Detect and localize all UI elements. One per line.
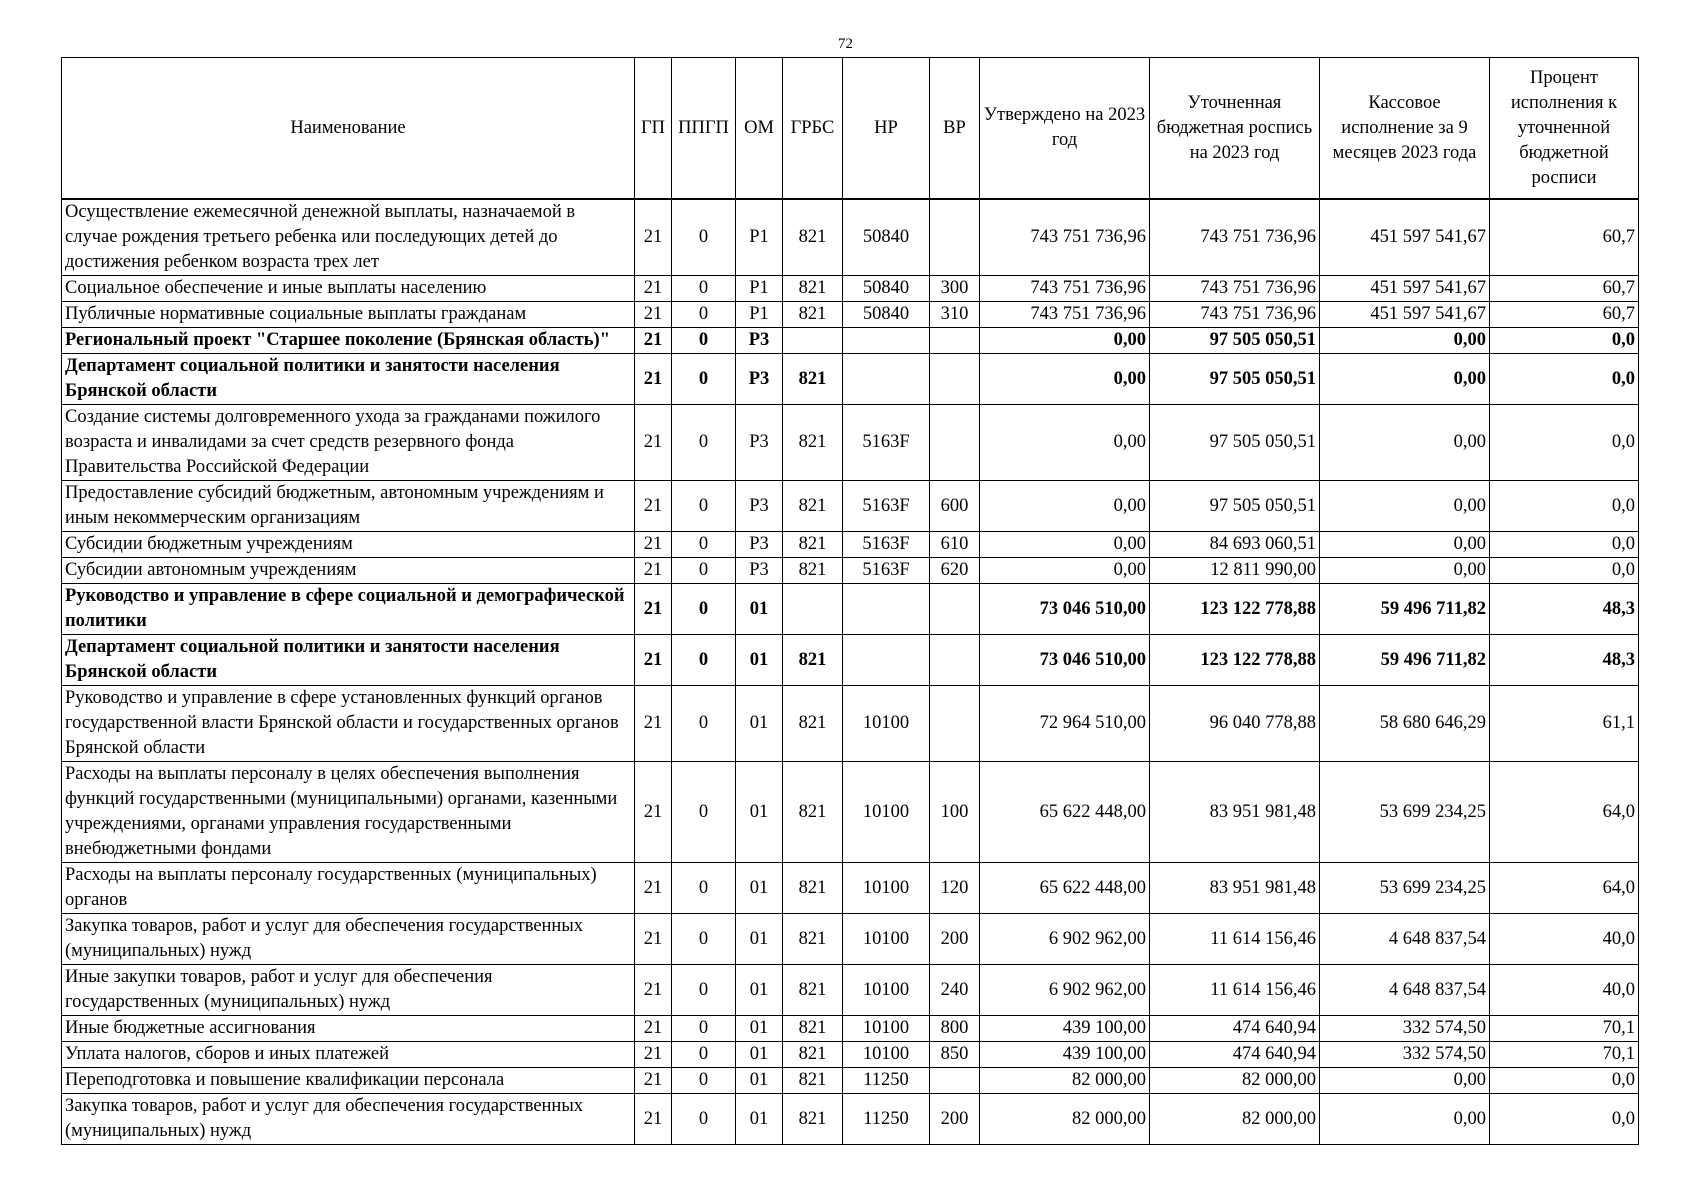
table-cell-vr: 200	[930, 914, 980, 965]
table-cell-gp: 21	[635, 354, 672, 405]
table-cell-approved: 0,00	[980, 405, 1150, 481]
page-number: 72	[838, 36, 853, 52]
table-cell-approved: 6 902 962,00	[980, 914, 1150, 965]
table-cell-vr: 310	[930, 302, 980, 328]
table-cell-cash: 0,00	[1320, 1094, 1490, 1145]
table-cell-om: 01	[736, 1016, 783, 1042]
table-cell-cash: 451 597 541,67	[1320, 276, 1490, 302]
table-cell-om: P3	[736, 354, 783, 405]
table-row	[62, 914, 1639, 965]
table-cell-om: 01	[736, 584, 783, 635]
table-cell-vr: 100	[930, 762, 980, 863]
table-cell-refined: 743 751 736,96	[1150, 199, 1320, 276]
table-cell-name: Иные закупки товаров, работ и услуг для обеспечения государственных (муниципальных) нужд	[62, 965, 635, 1016]
table-cell-percent: 60,7	[1490, 199, 1639, 276]
table-cell-refined: 97 505 050,51	[1150, 328, 1320, 354]
table-row	[62, 965, 1639, 1016]
table-row	[62, 1094, 1639, 1145]
table-cell-cash: 53 699 234,25	[1320, 762, 1490, 863]
table-cell-name: Переподготовка и повышение квалификации персонала	[62, 1068, 635, 1094]
table-cell-cash: 0,00	[1320, 558, 1490, 584]
header-row	[62, 58, 1639, 200]
table-cell-om: P1	[736, 199, 783, 276]
table-cell-ppgp: 0	[672, 965, 736, 1016]
table-cell-om: 01	[736, 863, 783, 914]
table-cell-refined: 97 505 050,51	[1150, 354, 1320, 405]
header-cash: Кассовое исполнение за 9 месяцев 2023 года	[1320, 58, 1490, 200]
table-cell-ppgp: 0	[672, 1016, 736, 1042]
table-cell-om: 01	[736, 1094, 783, 1145]
table-cell-cash: 0,00	[1320, 354, 1490, 405]
table-cell-gp: 21	[635, 532, 672, 558]
table-cell-name: Закупка товаров, работ и услуг для обеспечения государственных (муниципальных) нужд	[62, 914, 635, 965]
table-cell-approved: 743 751 736,96	[980, 302, 1150, 328]
table-cell-name: Осуществление ежемесячной денежной выплаты, назначаемой в случае рождения третьего ребенка или последующих детей до достижения ребенком возраста трех лет	[62, 199, 635, 276]
table-cell-grbs: 821	[783, 635, 843, 686]
table-cell-name: Департамент социальной политики и занятости населения Брянской области	[62, 354, 635, 405]
table-cell-refined: 97 505 050,51	[1150, 405, 1320, 481]
table-cell-vr: 240	[930, 965, 980, 1016]
table-cell-name: Иные бюджетные ассигнования	[62, 1016, 635, 1042]
table-cell-refined: 97 505 050,51	[1150, 481, 1320, 532]
table-cell-grbs: 821	[783, 302, 843, 328]
table-cell-vr	[930, 199, 980, 276]
table-cell-approved: 82 000,00	[980, 1094, 1150, 1145]
table-cell-approved: 82 000,00	[980, 1068, 1150, 1094]
table-cell-name: Руководство и управление в сфере социальной и демографической политики	[62, 584, 635, 635]
header-name: Наименование	[62, 58, 635, 200]
table-row	[62, 1042, 1639, 1068]
table-cell-refined: 12 811 990,00	[1150, 558, 1320, 584]
table-cell-vr	[930, 328, 980, 354]
table-cell-cash: 4 648 837,54	[1320, 965, 1490, 1016]
table-cell-nr: 10100	[843, 762, 930, 863]
table-cell-refined: 84 693 060,51	[1150, 532, 1320, 558]
table-cell-cash: 0,00	[1320, 532, 1490, 558]
table-cell-om: 01	[736, 762, 783, 863]
table-cell-grbs: 821	[783, 1068, 843, 1094]
table-cell-om: P3	[736, 405, 783, 481]
table-cell-ppgp: 0	[672, 481, 736, 532]
table-cell-ppgp: 0	[672, 584, 736, 635]
table-cell-nr: 5163F	[843, 405, 930, 481]
table-cell-name: Субсидии автономным учреждениям	[62, 558, 635, 584]
table-cell-cash: 4 648 837,54	[1320, 914, 1490, 965]
header-percent: Процент исполнения к уточненной бюджетной росписи	[1490, 58, 1639, 200]
table-cell-percent: 64,0	[1490, 762, 1639, 863]
table-cell-grbs: 821	[783, 965, 843, 1016]
table-cell-refined: 743 751 736,96	[1150, 302, 1320, 328]
table-cell-gp: 21	[635, 762, 672, 863]
table-cell-refined: 743 751 736,96	[1150, 276, 1320, 302]
table-cell-percent: 70,1	[1490, 1016, 1639, 1042]
table-cell-nr	[843, 584, 930, 635]
table-cell-approved: 65 622 448,00	[980, 762, 1150, 863]
table-cell-name: Публичные нормативные социальные выплаты гражданам	[62, 302, 635, 328]
table-cell-name: Уплата налогов, сборов и иных платежей	[62, 1042, 635, 1068]
table-cell-percent: 0,0	[1490, 405, 1639, 481]
table-cell-percent: 0,0	[1490, 532, 1639, 558]
table-cell-percent: 0,0	[1490, 558, 1639, 584]
table-cell-om: 01	[736, 965, 783, 1016]
table-cell-refined: 83 951 981,48	[1150, 762, 1320, 863]
table-cell-grbs: 821	[783, 1042, 843, 1068]
table-cell-gp: 21	[635, 686, 672, 762]
table-row	[62, 405, 1639, 481]
table-cell-cash: 0,00	[1320, 1068, 1490, 1094]
table-cell-approved: 0,00	[980, 558, 1150, 584]
table-cell-nr: 10100	[843, 686, 930, 762]
header-nr: НР	[843, 58, 930, 200]
table-cell-ppgp: 0	[672, 302, 736, 328]
table-cell-gp: 21	[635, 1042, 672, 1068]
header-gp: ГП	[635, 58, 672, 200]
table-cell-grbs: 821	[783, 914, 843, 965]
table-cell-cash: 0,00	[1320, 405, 1490, 481]
table-cell-percent: 48,3	[1490, 635, 1639, 686]
header-ppgp: ППГП	[672, 58, 736, 200]
table-row	[62, 302, 1639, 328]
table-cell-refined: 474 640,94	[1150, 1016, 1320, 1042]
table-cell-cash: 451 597 541,67	[1320, 302, 1490, 328]
table-cell-nr: 10100	[843, 1016, 930, 1042]
table-cell-grbs: 821	[783, 481, 843, 532]
table-cell-om: 01	[736, 1042, 783, 1068]
table-cell-percent: 0,0	[1490, 328, 1639, 354]
table-cell-gp: 21	[635, 584, 672, 635]
table-cell-approved: 73 046 510,00	[980, 635, 1150, 686]
table-cell-refined: 11 614 156,46	[1150, 914, 1320, 965]
table-cell-nr: 50840	[843, 199, 930, 276]
table-cell-cash: 59 496 711,82	[1320, 584, 1490, 635]
table-cell-nr: 10100	[843, 863, 930, 914]
table-cell-vr: 610	[930, 532, 980, 558]
table-cell-vr: 600	[930, 481, 980, 532]
table-cell-grbs: 821	[783, 558, 843, 584]
table-cell-cash: 53 699 234,25	[1320, 863, 1490, 914]
table-cell-grbs	[783, 584, 843, 635]
table-cell-nr: 50840	[843, 302, 930, 328]
table-row	[62, 328, 1639, 354]
table-cell-nr	[843, 635, 930, 686]
table-cell-ppgp: 0	[672, 635, 736, 686]
table-cell-gp: 21	[635, 965, 672, 1016]
table-row	[62, 532, 1639, 558]
table-cell-name: Создание системы долговременного ухода за гражданами пожилого возраста и инвалидами за счет средств резервного фонда Правительства Российской Федерации	[62, 405, 635, 481]
table-cell-gp: 21	[635, 1016, 672, 1042]
table-cell-grbs: 821	[783, 354, 843, 405]
table-cell-ppgp: 0	[672, 558, 736, 584]
table-cell-percent: 40,0	[1490, 965, 1639, 1016]
table-cell-om: P1	[736, 302, 783, 328]
table-cell-name: Департамент социальной политики и занятости населения Брянской области	[62, 635, 635, 686]
table-cell-om: 01	[736, 686, 783, 762]
table-cell-grbs	[783, 328, 843, 354]
table-cell-nr: 5163F	[843, 558, 930, 584]
table-cell-cash: 59 496 711,82	[1320, 635, 1490, 686]
table-cell-gp: 21	[635, 302, 672, 328]
table-cell-name: Руководство и управление в сфере установленных функций органов государственной власти Брянской области и государственных органов Брянской области	[62, 686, 635, 762]
table-cell-approved: 439 100,00	[980, 1016, 1150, 1042]
table-cell-ppgp: 0	[672, 328, 736, 354]
table-cell-ppgp: 0	[672, 199, 736, 276]
table-row	[62, 481, 1639, 532]
table-cell-om: P1	[736, 276, 783, 302]
table-cell-percent: 61,1	[1490, 686, 1639, 762]
table-row	[62, 686, 1639, 762]
table-cell-percent: 64,0	[1490, 863, 1639, 914]
table-cell-nr: 11250	[843, 1068, 930, 1094]
table-cell-refined: 474 640,94	[1150, 1042, 1320, 1068]
table-cell-percent: 0,0	[1490, 481, 1639, 532]
table-cell-gp: 21	[635, 481, 672, 532]
table-cell-gp: 21	[635, 199, 672, 276]
table-cell-vr: 620	[930, 558, 980, 584]
table-cell-vr: 120	[930, 863, 980, 914]
table-cell-approved: 73 046 510,00	[980, 584, 1150, 635]
table-cell-ppgp: 0	[672, 354, 736, 405]
table-cell-vr	[930, 354, 980, 405]
table-cell-grbs: 821	[783, 686, 843, 762]
table-cell-ppgp: 0	[672, 914, 736, 965]
table-cell-vr	[930, 686, 980, 762]
table-cell-gp: 21	[635, 328, 672, 354]
table-cell-name: Субсидии бюджетным учреждениям	[62, 532, 635, 558]
table-cell-ppgp: 0	[672, 276, 736, 302]
table-cell-grbs: 821	[783, 405, 843, 481]
table-cell-cash: 58 680 646,29	[1320, 686, 1490, 762]
table-cell-ppgp: 0	[672, 405, 736, 481]
table-cell-vr: 200	[930, 1094, 980, 1145]
table-cell-ppgp: 0	[672, 1094, 736, 1145]
table-cell-cash: 332 574,50	[1320, 1042, 1490, 1068]
table-cell-approved: 0,00	[980, 532, 1150, 558]
table-cell-approved: 72 964 510,00	[980, 686, 1150, 762]
table-cell-ppgp: 0	[672, 532, 736, 558]
table-row	[62, 276, 1639, 302]
table-cell-grbs: 821	[783, 276, 843, 302]
table-cell-cash: 0,00	[1320, 481, 1490, 532]
table-cell-gp: 21	[635, 1094, 672, 1145]
table-cell-cash: 451 597 541,67	[1320, 199, 1490, 276]
header-approved: Утверждено на 2023 год	[980, 58, 1150, 200]
table-cell-gp: 21	[635, 914, 672, 965]
table-cell-ppgp: 0	[672, 1042, 736, 1068]
table-cell-gp: 21	[635, 863, 672, 914]
table-cell-vr: 300	[930, 276, 980, 302]
table-cell-percent: 0,0	[1490, 354, 1639, 405]
table-row	[62, 354, 1639, 405]
table-cell-gp: 21	[635, 405, 672, 481]
table-cell-gp: 21	[635, 558, 672, 584]
table-cell-name: Расходы на выплаты персоналу в целях обеспечения выполнения функций государственными (муниципальными) органами, казенными учреждениями, органами управления государственными внебюджетными фондами	[62, 762, 635, 863]
table-cell-om: P3	[736, 532, 783, 558]
table-cell-percent: 40,0	[1490, 914, 1639, 965]
table-cell-grbs: 821	[783, 1094, 843, 1145]
table-cell-gp: 21	[635, 635, 672, 686]
budget-table	[61, 57, 1639, 1145]
table-cell-name: Региональный проект "Старшее поколение (Брянская область)"	[62, 328, 635, 354]
table-cell-vr: 800	[930, 1016, 980, 1042]
table-cell-nr	[843, 328, 930, 354]
table-cell-grbs: 821	[783, 762, 843, 863]
table-cell-cash: 332 574,50	[1320, 1016, 1490, 1042]
table-cell-om: 01	[736, 914, 783, 965]
header-grbs: ГРБС	[783, 58, 843, 200]
table-body	[62, 199, 1639, 1145]
table-cell-cash: 0,00	[1320, 328, 1490, 354]
table-cell-nr	[843, 354, 930, 405]
table-row	[62, 584, 1639, 635]
table-cell-refined: 82 000,00	[1150, 1094, 1320, 1145]
table-cell-approved: 439 100,00	[980, 1042, 1150, 1068]
table-cell-nr: 10100	[843, 965, 930, 1016]
table-cell-grbs: 821	[783, 863, 843, 914]
table-cell-ppgp: 0	[672, 686, 736, 762]
table-cell-om: P3	[736, 481, 783, 532]
table-row	[62, 1068, 1639, 1094]
table-cell-percent: 48,3	[1490, 584, 1639, 635]
table-cell-approved: 743 751 736,96	[980, 199, 1150, 276]
table-cell-ppgp: 0	[672, 1068, 736, 1094]
table-cell-name: Предоставление субсидий бюджетным, автономным учреждениям и иным некоммерческим организациям	[62, 481, 635, 532]
table-cell-om: 01	[736, 1068, 783, 1094]
table-row	[62, 199, 1639, 276]
table-cell-percent: 0,0	[1490, 1094, 1639, 1145]
table-cell-nr: 10100	[843, 1042, 930, 1068]
table-cell-refined: 123 122 778,88	[1150, 584, 1320, 635]
table-row	[62, 1016, 1639, 1042]
table-cell-refined: 11 614 156,46	[1150, 965, 1320, 1016]
table-cell-gp: 21	[635, 1068, 672, 1094]
table-cell-om: P3	[736, 558, 783, 584]
table-cell-nr: 50840	[843, 276, 930, 302]
table-cell-om: P3	[736, 328, 783, 354]
table-cell-om: 01	[736, 635, 783, 686]
table-cell-approved: 0,00	[980, 354, 1150, 405]
table-cell-name: Закупка товаров, работ и услуг для обеспечения государственных (муниципальных) нужд	[62, 1094, 635, 1145]
table-cell-vr	[930, 405, 980, 481]
table-cell-name: Расходы на выплаты персоналу государственных (муниципальных) органов	[62, 863, 635, 914]
table-cell-refined: 123 122 778,88	[1150, 635, 1320, 686]
table-row	[62, 863, 1639, 914]
header-om: ОМ	[736, 58, 783, 200]
table-cell-vr: 850	[930, 1042, 980, 1068]
table-cell-vr	[930, 584, 980, 635]
table-cell-ppgp: 0	[672, 762, 736, 863]
table-cell-gp: 21	[635, 276, 672, 302]
table-cell-grbs: 821	[783, 532, 843, 558]
table-cell-approved: 6 902 962,00	[980, 965, 1150, 1016]
table-row	[62, 558, 1639, 584]
table-cell-approved: 65 622 448,00	[980, 863, 1150, 914]
table-row	[62, 635, 1639, 686]
table-cell-approved: 0,00	[980, 328, 1150, 354]
table-cell-refined: 96 040 778,88	[1150, 686, 1320, 762]
table-cell-ppgp: 0	[672, 863, 736, 914]
table-cell-vr	[930, 635, 980, 686]
table-cell-grbs: 821	[783, 1016, 843, 1042]
table-cell-vr	[930, 1068, 980, 1094]
table-cell-name: Социальное обеспечение и иные выплаты населению	[62, 276, 635, 302]
header-refined: Уточненная бюджетная роспись на 2023 год	[1150, 58, 1320, 200]
table-cell-refined: 82 000,00	[1150, 1068, 1320, 1094]
table-cell-refined: 83 951 981,48	[1150, 863, 1320, 914]
header-vr: ВР	[930, 58, 980, 200]
table-cell-approved: 0,00	[980, 481, 1150, 532]
table-cell-nr: 10100	[843, 914, 930, 965]
table-row	[62, 762, 1639, 863]
table-cell-nr: 11250	[843, 1094, 930, 1145]
table-cell-grbs: 821	[783, 199, 843, 276]
table-cell-percent: 60,7	[1490, 302, 1639, 328]
table-cell-percent: 70,1	[1490, 1042, 1639, 1068]
table-cell-nr: 5163F	[843, 481, 930, 532]
table-cell-percent: 60,7	[1490, 276, 1639, 302]
table-cell-nr: 5163F	[843, 532, 930, 558]
table-cell-percent: 0,0	[1490, 1068, 1639, 1094]
table-cell-approved: 743 751 736,96	[980, 276, 1150, 302]
